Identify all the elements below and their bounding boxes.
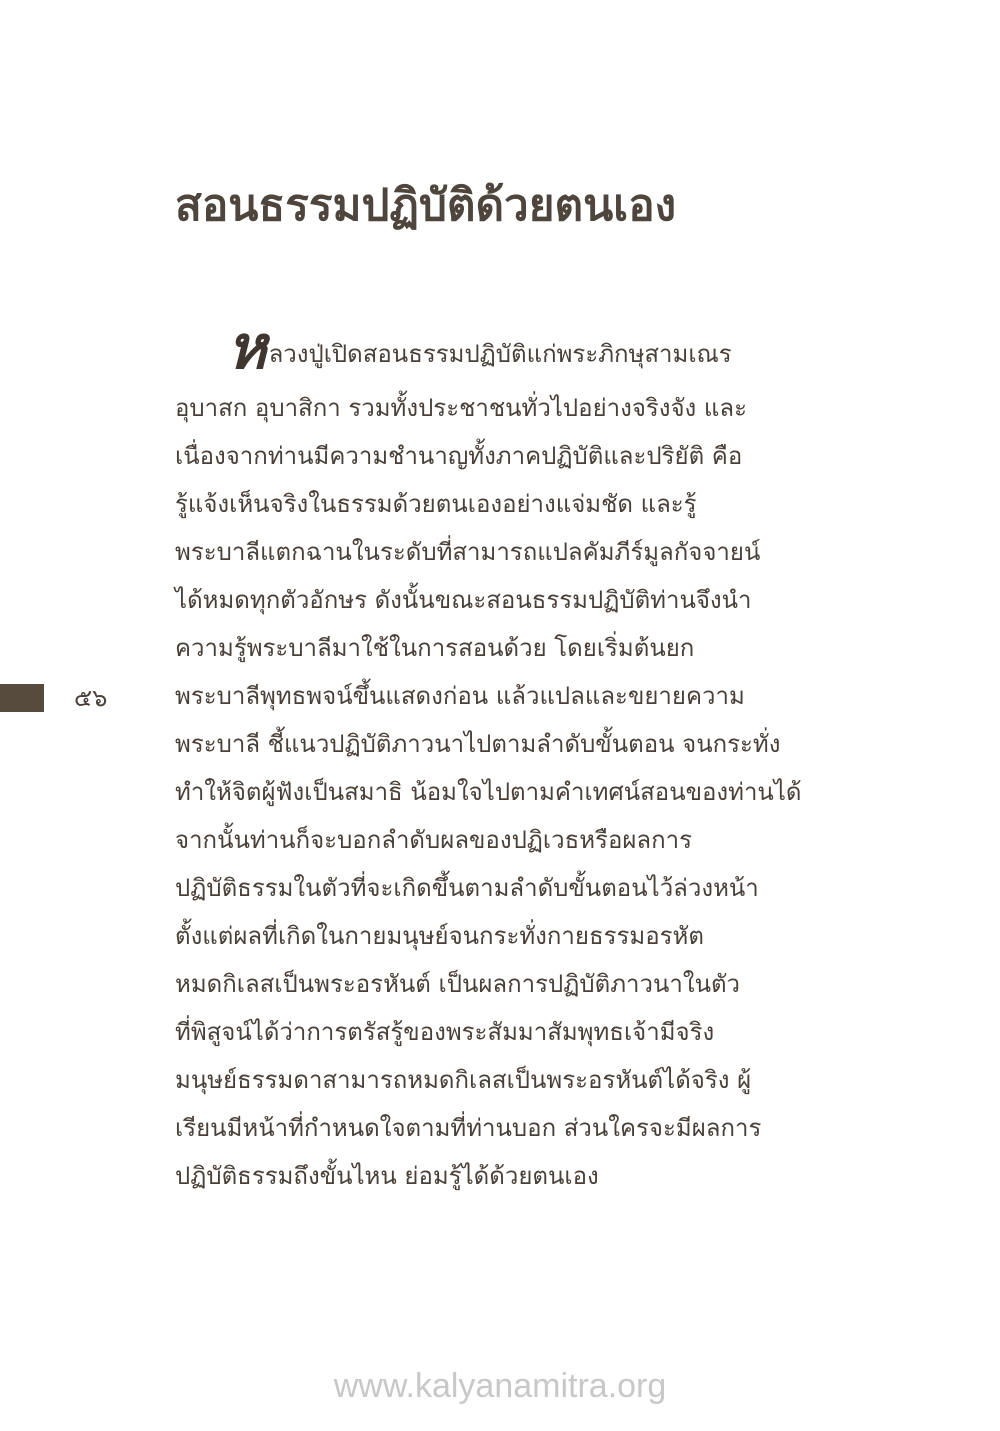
- body-paragraph: [175, 313, 815, 1200]
- paragraph-line: ความรู้พระบาลีมาใช้ในการสอนด้วย โดยเริ่มต้นยก: [175, 634, 695, 662]
- paragraph-line: พระบาลีพุทธพจน์ขึ้นแสดงก่อน แล้วแปลและขยายความ: [175, 682, 745, 710]
- page-title: สอนธรรมปฏิบัติด้วยตนเอง: [175, 180, 677, 231]
- paragraph-line: ทำให้จิตผู้ฟังเป็นสมาธิ น้อมใจไปตามคำเทศน์สอนของท่านได้: [175, 778, 802, 806]
- page-marker-bar: [0, 684, 44, 712]
- paragraph-line: ปฏิบัติธรรมในตัวที่จะเกิดขึ้นตามลำดับขั้นตอนไว้ล่วงหน้า: [175, 874, 759, 902]
- paragraph-line: หมดกิเลสเป็นพระอรหันต์ เป็นผลการปฏิบัติภาวนาในตัว: [175, 970, 741, 998]
- paragraph-line: พระบาลีแตกฉานในระดับที่สามารถแปลคัมภีร์มูลกัจจายน์: [175, 538, 761, 566]
- page-number: ๕๖: [74, 684, 108, 712]
- paragraph-line: ปฏิบัติธรรมถึงขั้นไหน ย่อมรู้ได้ด้วยตนเอง: [175, 1162, 599, 1190]
- paragraph-line: [175, 313, 815, 384]
- paragraph-line: รู้แจ้งเห็นจริงในธรรมด้วยตนเองอย่างแจ่มชัด และรู้: [175, 490, 697, 518]
- paragraph-line: ตั้งแต่ผลที่เกิดในกายมนุษย์จนกระทั่งกายธรรมอรหัต: [175, 922, 704, 950]
- paragraph-line: จากนั้นท่านก็จะบอกลำดับผลของปฏิเวธหรือผลการ: [175, 826, 693, 854]
- first-line-text: ลวงปู่เปิดสอนธรรมปฏิบัติแก่พระภิกษุสามเณร: [268, 340, 732, 368]
- paragraph-line: อุบาสก อุบาสิกา รวมทั้งประชาชนทั่วไปอย่างจริงจัง และ: [175, 394, 747, 422]
- paragraph-line: มนุษย์ธรรมดาสามารถหมดกิเลสเป็นพระอรหันต์ได้จริง ผู้: [175, 1066, 752, 1094]
- paragraph-line: พระบาลี ชี้แนวปฏิบัติภาวนาไปตามลำดับขั้นตอน จนกระทั่ง: [175, 730, 781, 758]
- paragraph-line: ได้หมดทุกตัวอักษร ดังนั้นขณะสอนธรรมปฏิบัติท่านจึงนำ: [175, 586, 752, 614]
- paragraph-line: เนื่องจากท่านมีความชำนาญทั้งภาคปฏิบัติและปริยัติ คือ: [175, 442, 743, 470]
- drop-cap: ห: [227, 313, 267, 383]
- footer-url: www.kalyanamitra.org: [333, 1367, 667, 1405]
- paragraph-line: ที่พิสูจน์ได้ว่าการตรัสรู้ของพระสัมมาสัมพุทธเจ้ามีจริง: [175, 1018, 715, 1046]
- paragraph-line: เรียนมีหน้าที่กำหนดใจตามที่ท่านบอก ส่วนใครจะมีผลการ: [175, 1114, 762, 1142]
